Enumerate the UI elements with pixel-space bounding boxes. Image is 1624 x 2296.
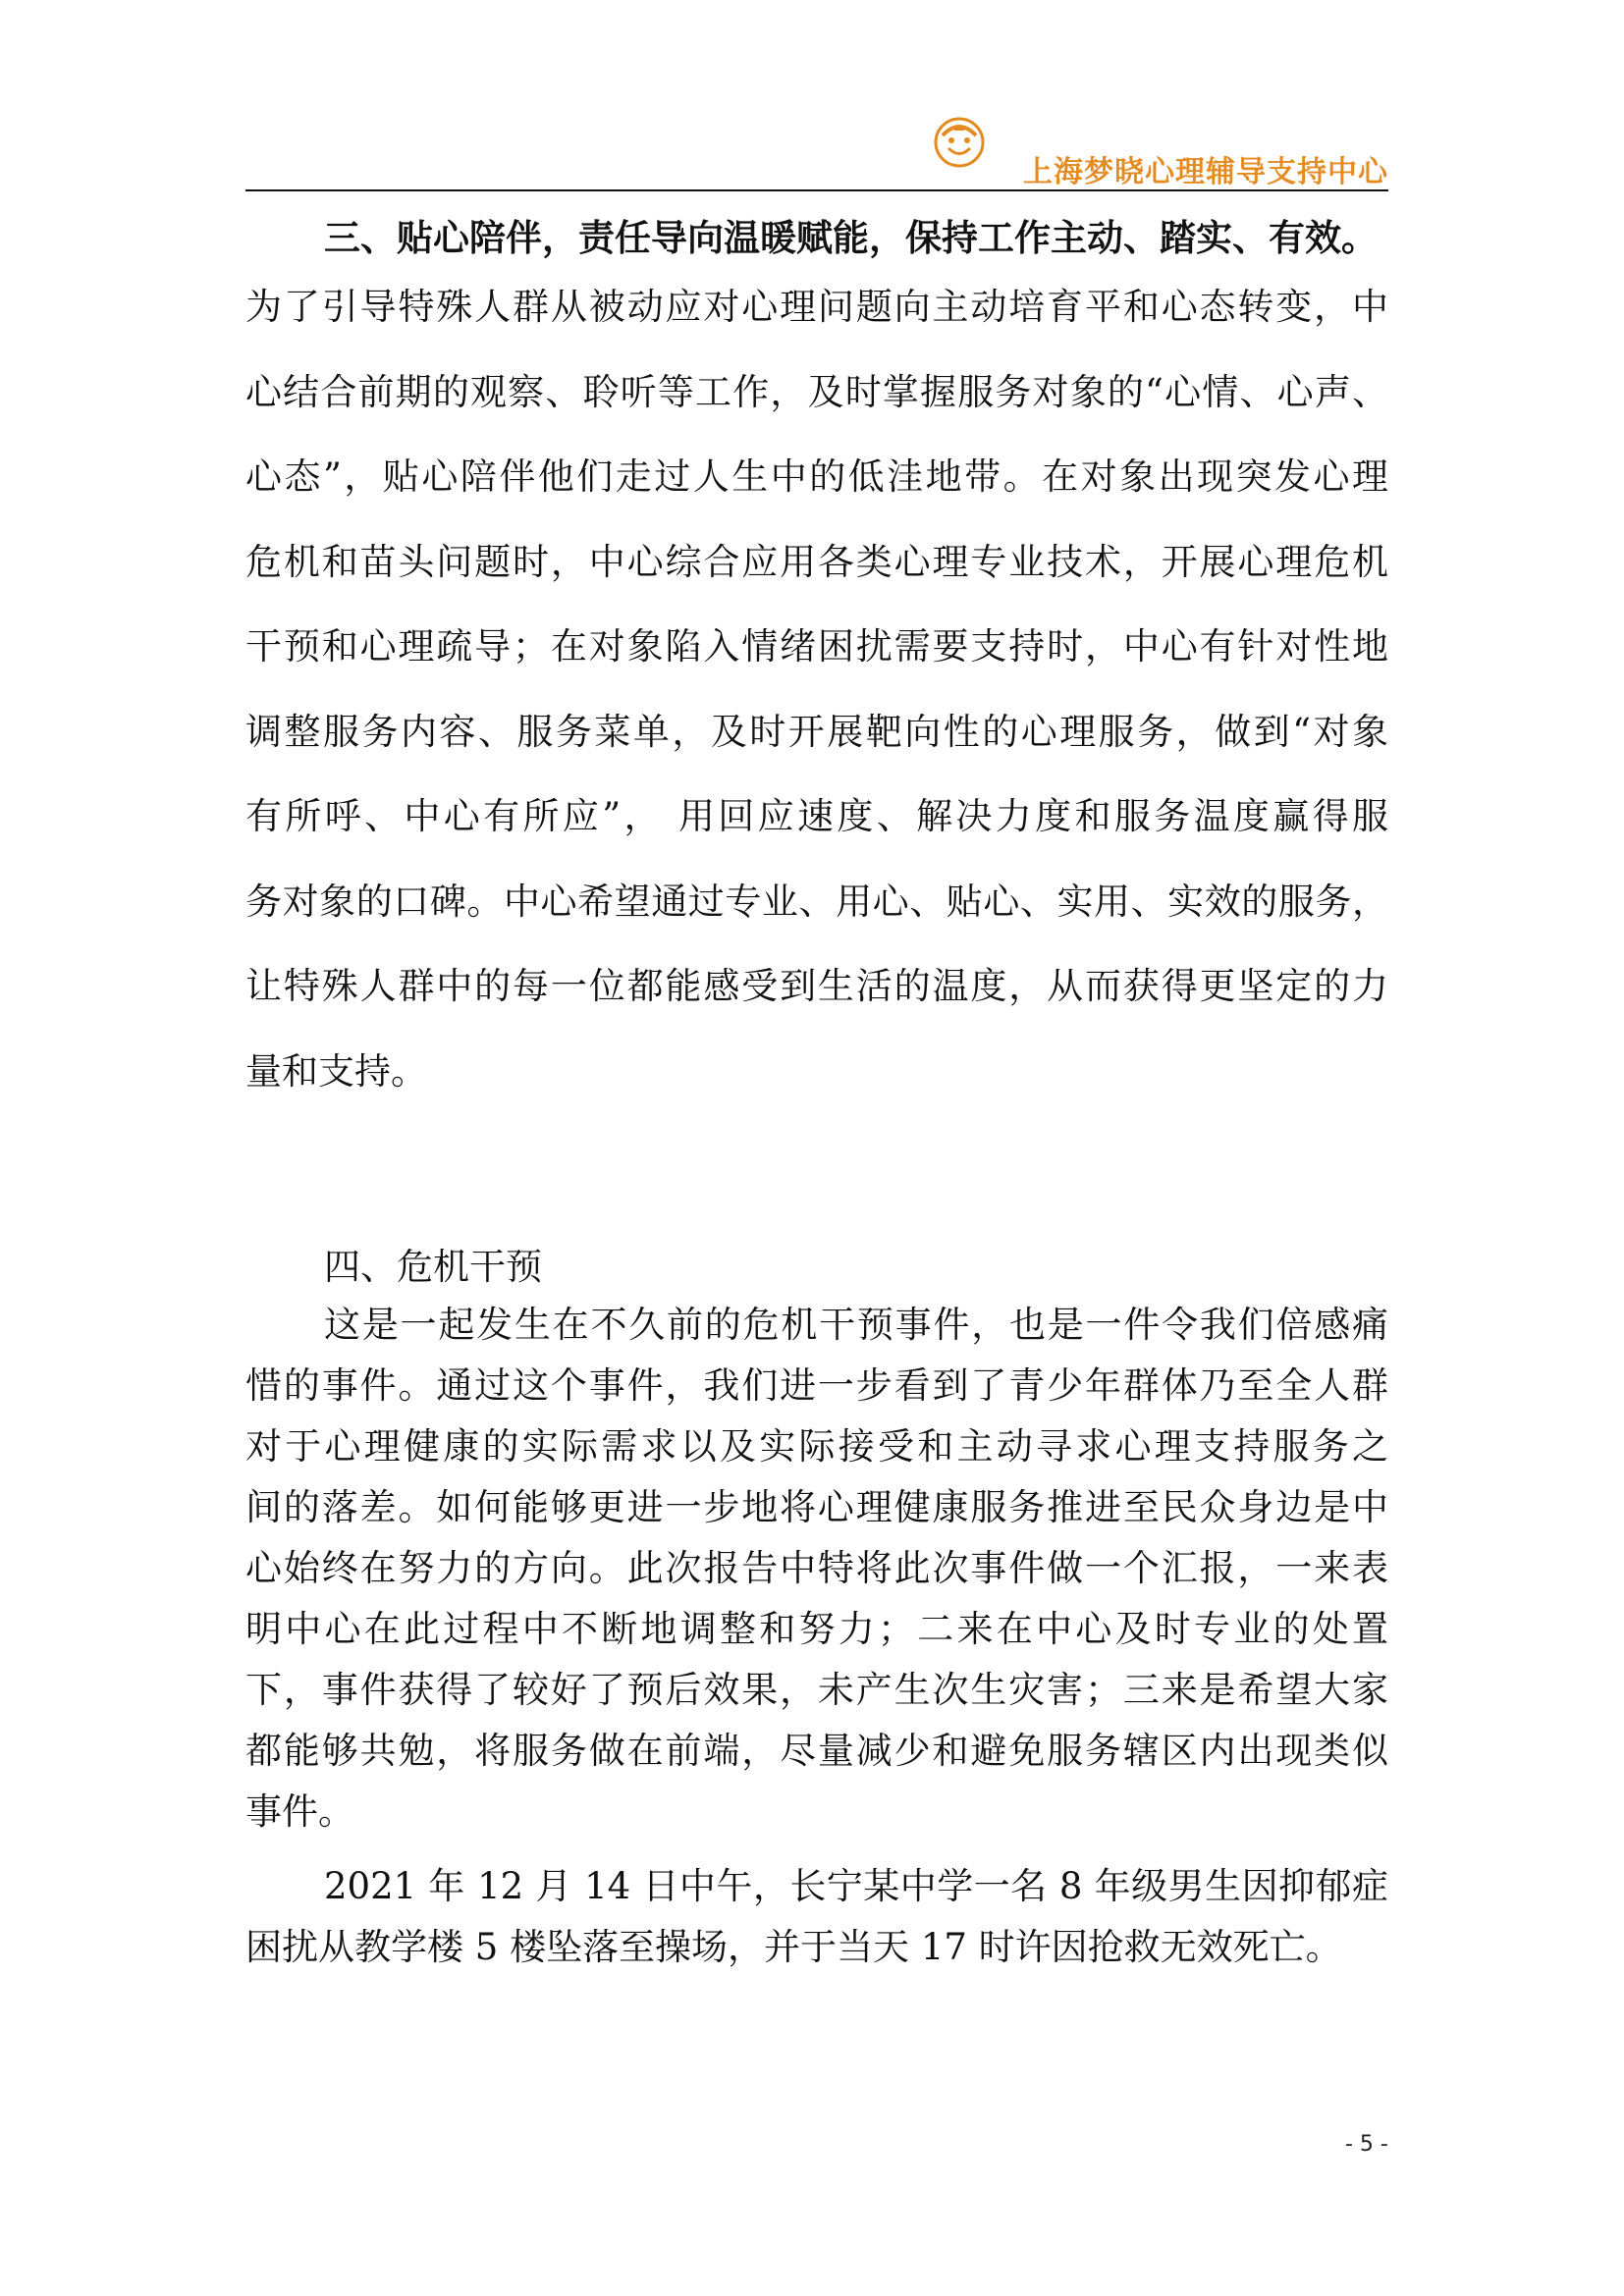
- page-header: [245, 110, 1388, 190]
- paragraph-line: 干预和心理疏导；在对象陷入情绪困扰需要支持时，中心有针对性地: [245, 625, 1388, 667]
- paragraph-line: 这是一起发生在不久前的危机干预事件，也是一件令我们倍感痛: [324, 1304, 1388, 1346]
- paragraph-line: 都能够共勉，将服务做在前端，尽量减少和避免服务辖区内出现类似: [245, 1730, 1388, 1772]
- paragraph-line: 为了引导特殊人群从被动应对心理问题向主动培育平和心态转变，中: [245, 286, 1388, 328]
- paragraph-line: 有所呼、中心有所应”， 用回应速度、解决力度和服务温度赢得服: [245, 795, 1388, 837]
- section-4-heading: 四、危机干预: [324, 1246, 542, 1288]
- paragraph-line: 惜的事件。通过这个事件，我们进一步看到了青少年群体乃至全人群: [245, 1364, 1388, 1407]
- section-3-heading: 三、贴心陪伴，责任导向温暖赋能，保持工作主动、踏实、有效。: [324, 216, 1378, 259]
- smiling-face-logo-icon: [933, 116, 986, 169]
- organization-name: 上海梦晓心理辅导支持中心: [1023, 155, 1388, 189]
- document-body: [245, 210, 1388, 1978]
- paragraph-line: 对于心理健康的实际需求以及实际接受和主动寻求心理支持服务之: [245, 1425, 1388, 1468]
- header-divider: [245, 189, 1388, 191]
- paragraph-line: 务对象的口碑。中心希望通过专业、用心、贴心、实用、实效的服务，: [245, 880, 1388, 923]
- section-4-paragraph-1: [245, 1295, 1388, 1842]
- paragraph-line: 调整服务内容、服务菜单，及时开展靶向性的心理服务，做到“对象: [245, 710, 1388, 753]
- section-spacer: [245, 1114, 1388, 1240]
- paragraph-line: 明中心在此过程中不断地调整和努力；二来在中心及时专业的处置: [245, 1608, 1388, 1650]
- paragraph-line: 下，事件获得了较好了预后效果，未产生次生灾害；三来是希望大家: [245, 1669, 1388, 1711]
- paragraph-line: 心态”，贴心陪伴他们走过人生中的低洼地带。在对象出现突发心理: [245, 455, 1388, 498]
- section-3-paragraph: [245, 265, 1388, 1114]
- paragraph-line: 事件。: [245, 1790, 354, 1833]
- paragraph-line: 让特殊人群中的每一位都能感受到生活的温度，从而获得更坚定的力: [245, 965, 1388, 1007]
- paragraph-line: 心结合前期的观察、聆听等工作，及时掌握服务对象的“心情、心声、: [245, 370, 1388, 413]
- paragraph-line: 量和支持。: [245, 1049, 427, 1093]
- paragraph-line: 间的落差。如何能够更进一步地将心理健康服务推进至民众身边是中: [245, 1486, 1388, 1528]
- paragraph-line: 心始终在努力的方向。此次报告中特将此次事件做一个汇报，一来表: [245, 1547, 1388, 1589]
- paragraph-line: 2021 年 12 月 14 日中午，长宁某中学一名 8 年级男生因抑郁症: [324, 1865, 1388, 1907]
- paragraph-line: 危机和苗头问题时，中心综合应用各类心理专业技术，开展心理危机: [245, 540, 1388, 583]
- page-number: - 5 -: [1345, 2132, 1388, 2157]
- section-4-paragraph-2: [245, 1856, 1388, 1978]
- paragraph-line: 困扰从教学楼 5 楼坠落至操场，并于当天 17 时许因抢救无效死亡。: [245, 1926, 1342, 1968]
